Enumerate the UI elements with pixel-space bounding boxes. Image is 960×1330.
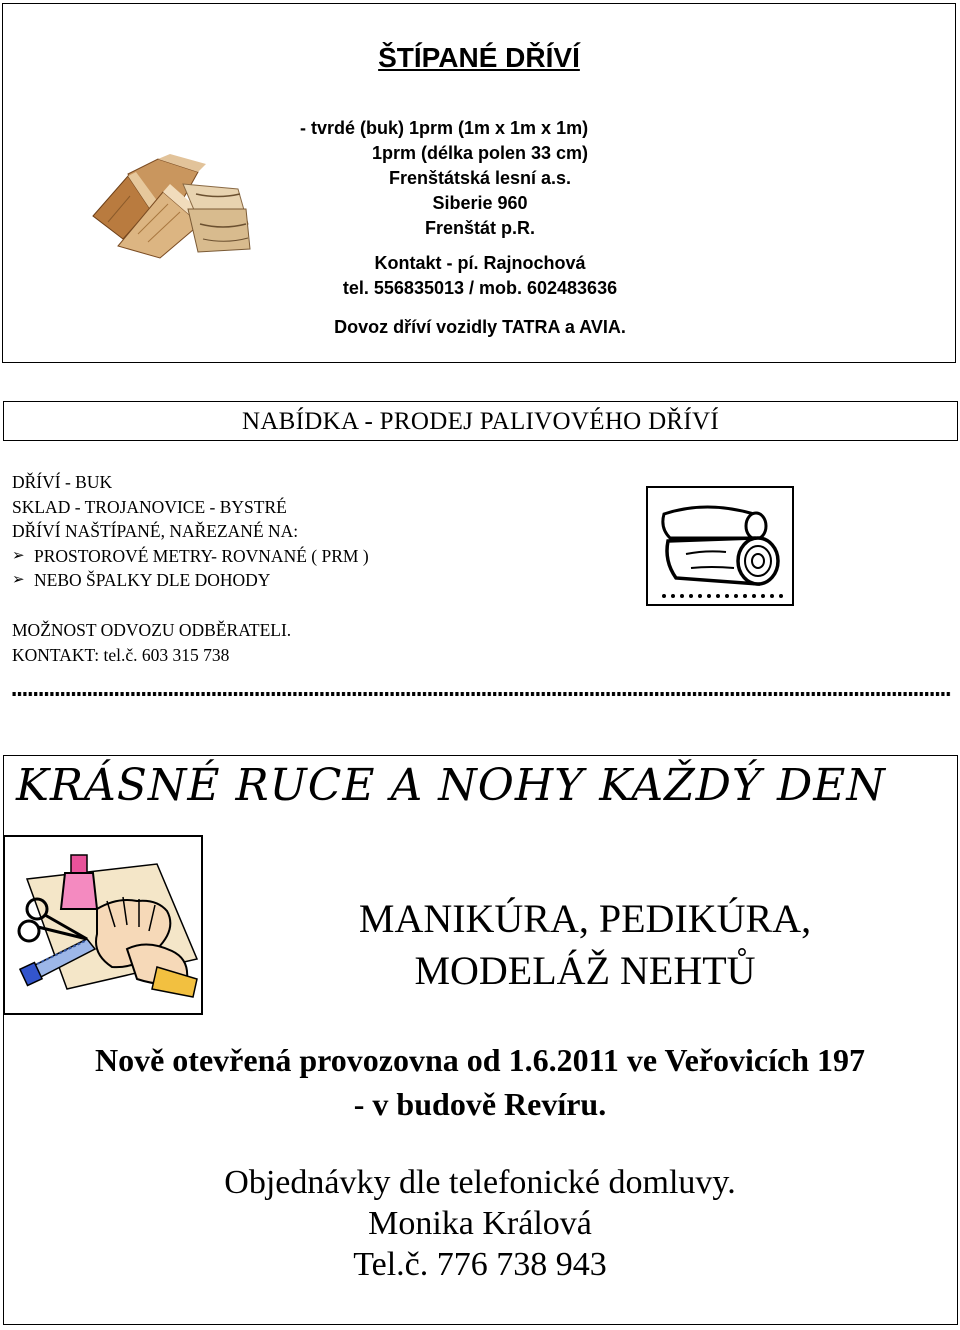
salon-opening — [0, 1038, 960, 1126]
firewood-line: Frenštát p.R. — [424, 218, 535, 238]
offer-bullet: ➢ PROSTOROVÉ METRY- ROVNANÉ ( PRM ) — [12, 544, 369, 569]
log-icon — [646, 486, 794, 606]
service-line: MANIKÚRA, PEDIKÚRA, — [358, 896, 812, 941]
firewood-line: 1prm (délka polen 33 cm) — [371, 143, 589, 163]
salon-slogan: KRÁSNÉ RUCE A NOHY KAŽDÝ DEN — [16, 760, 886, 811]
order-line: Objednávky dle telefonické domluvy. — [224, 1164, 736, 1201]
salon-services — [290, 893, 880, 997]
firewood-pile-image — [88, 154, 253, 259]
dotted-divider — [12, 683, 957, 699]
offer-phone: KONTAKT: tel.č. 603 315 738 — [12, 645, 230, 665]
offer-bullet: ➢ NEBO ŠPALKY DLE DOHODY — [12, 568, 369, 593]
offer-pickup: MOŽNOST ODVOZU ODBĚRATELI. — [12, 620, 292, 640]
offer-contact — [12, 618, 291, 668]
offer-line: DŘÍVÍ - BUK — [12, 472, 113, 492]
firewood-line: Siberie 960 — [432, 193, 528, 213]
manicure-hands-image — [7, 839, 199, 1011]
firewood-title: ŠTÍPANÉ DŘÍVÍ — [378, 42, 580, 73]
offer-banner — [3, 401, 958, 441]
offer-details — [12, 470, 369, 593]
manicure-image-frame — [3, 835, 203, 1015]
opening-line: Nově otevřená provozovna od 1.6.2011 ve Veřovicích 197 — [94, 1042, 865, 1078]
firewood-line: Frenštátská lesní a.s. — [388, 168, 572, 188]
firewood-delivery: Dovoz dříví vozidly TATRA a AVIA. — [334, 317, 626, 337]
order-name: Monika Králová — [368, 1205, 592, 1242]
offer-line: DŘÍVÍ NAŠTÍPANÉ, NAŘEZANÉ NA: — [12, 521, 299, 541]
salon-order-info — [0, 1162, 960, 1285]
offer-line: SKLAD - TROJANOVICE - BYSTRÉ — [12, 496, 287, 517]
order-phone: Tel.č. 776 738 943 — [353, 1246, 607, 1283]
offer-title: NABÍDKA - PRODEJ PALIVOVÉHO DŘÍVÍ — [241, 408, 720, 435]
firewood-contact-phone: tel. 556835013 / mob. 602483636 — [342, 278, 618, 298]
firewood-line: - tvrdé (buk) 1prm (1m x 1m x 1m) — [300, 118, 589, 138]
opening-line: - v budově Revíru. — [353, 1086, 607, 1122]
firewood-contact-name: Kontakt - pí. Rajnochová — [374, 253, 586, 273]
firewood-details — [280, 116, 680, 340]
service-line: MODELÁŽ NEHTŮ — [414, 948, 756, 993]
